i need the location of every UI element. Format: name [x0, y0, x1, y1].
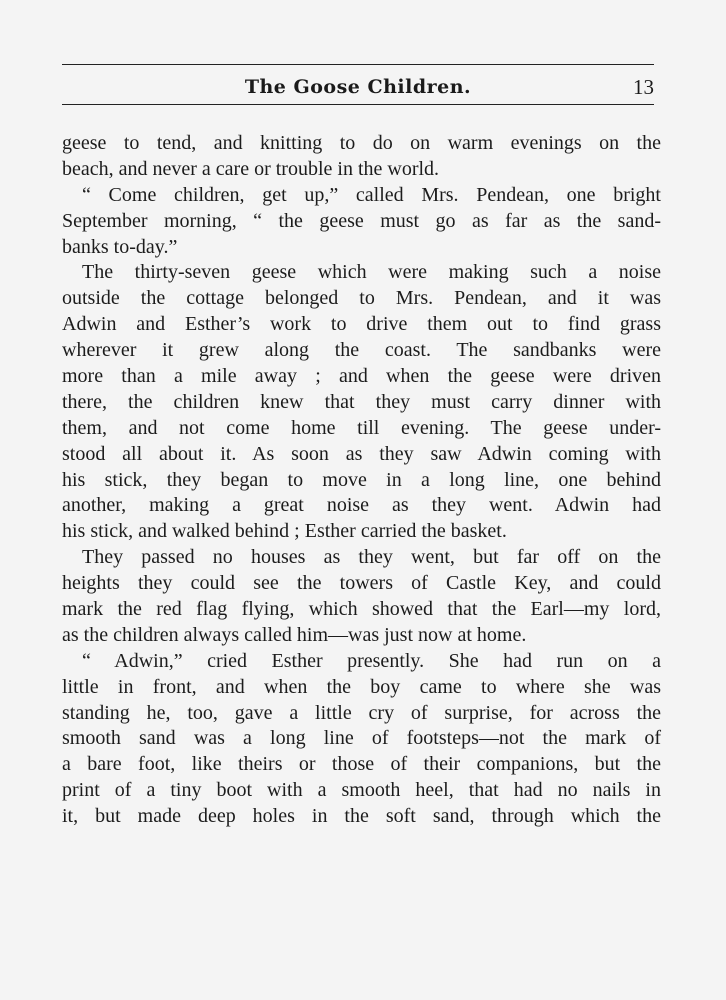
text-line: The thirty-seven geese which were making such a noise [82, 261, 661, 284]
text-line: there, the children knew that they must carry dinner with [62, 390, 661, 413]
text-line: Adwin and Esther’s work to drive them out to find grass [62, 313, 661, 336]
paragraph [62, 131, 661, 183]
text-line: smooth sand was a long line of footsteps—not the mark of [62, 727, 661, 750]
text-line: as the children always called him—was just now at home. [62, 623, 527, 646]
text-line: beach, and never a care or trouble in the world. [62, 157, 440, 180]
text-line: print of a tiny boot with a smooth heel, that had no nails in [62, 779, 661, 802]
header-top-rule [62, 64, 654, 65]
text-line: mark the red flag flying, which showed that the Earl—my lord, [62, 598, 661, 621]
running-title: The Goose Children. [244, 76, 472, 98]
text-line: them, and not come home till evening. The geese under- [62, 416, 661, 439]
page-number: 13 [633, 75, 654, 99]
text-line: it, but made deep holes in the soft sand, through which the [62, 805, 661, 828]
text-line: little in front, and when the boy came to where she was [62, 675, 661, 698]
text-line: more than a mile away ; and when the geese were driven [62, 365, 661, 388]
text-line: standing he, too, gave a little cry of surprise, for across the [62, 701, 661, 724]
paragraph [62, 260, 661, 545]
header-bottom-rule [62, 104, 654, 105]
text-line: his stick, they began to move in a long line, one behind [62, 468, 661, 491]
text-line: “ Come children, get up,” called Mrs. Pendean, one bright [82, 183, 661, 206]
text-line: “ Adwin,” cried Esther presently. She had run on a [82, 649, 661, 672]
running-head [62, 74, 654, 100]
text-line: September morning, “ the geese must go as far as the sand- [62, 209, 661, 232]
paragraph [62, 545, 661, 649]
text-line: a bare foot, like theirs or those of their companions, but the [62, 753, 661, 776]
text-line: wherever it grew along the coast. The sandbanks were [62, 339, 661, 362]
paragraph [62, 649, 661, 830]
text-line: another, making a great noise as they went. Adwin had [62, 494, 661, 517]
body-text [62, 131, 661, 830]
text-line: his stick, and walked behind ; Esther carried the basket. [62, 520, 507, 543]
text-line: outside the cottage belonged to Mrs. Pendean, and it was [62, 287, 661, 310]
text-line: They passed no houses as they went, but far off on the [82, 546, 661, 569]
paragraph [62, 183, 661, 261]
text-line: stood all about it. As soon as they saw Adwin coming with [62, 442, 661, 465]
text-line: geese to tend, and knitting to do on warm evenings on the [62, 132, 661, 154]
text-line: heights they could see the towers of Castle Key, and could [62, 572, 661, 595]
text-line: banks to-day.” [62, 235, 178, 258]
